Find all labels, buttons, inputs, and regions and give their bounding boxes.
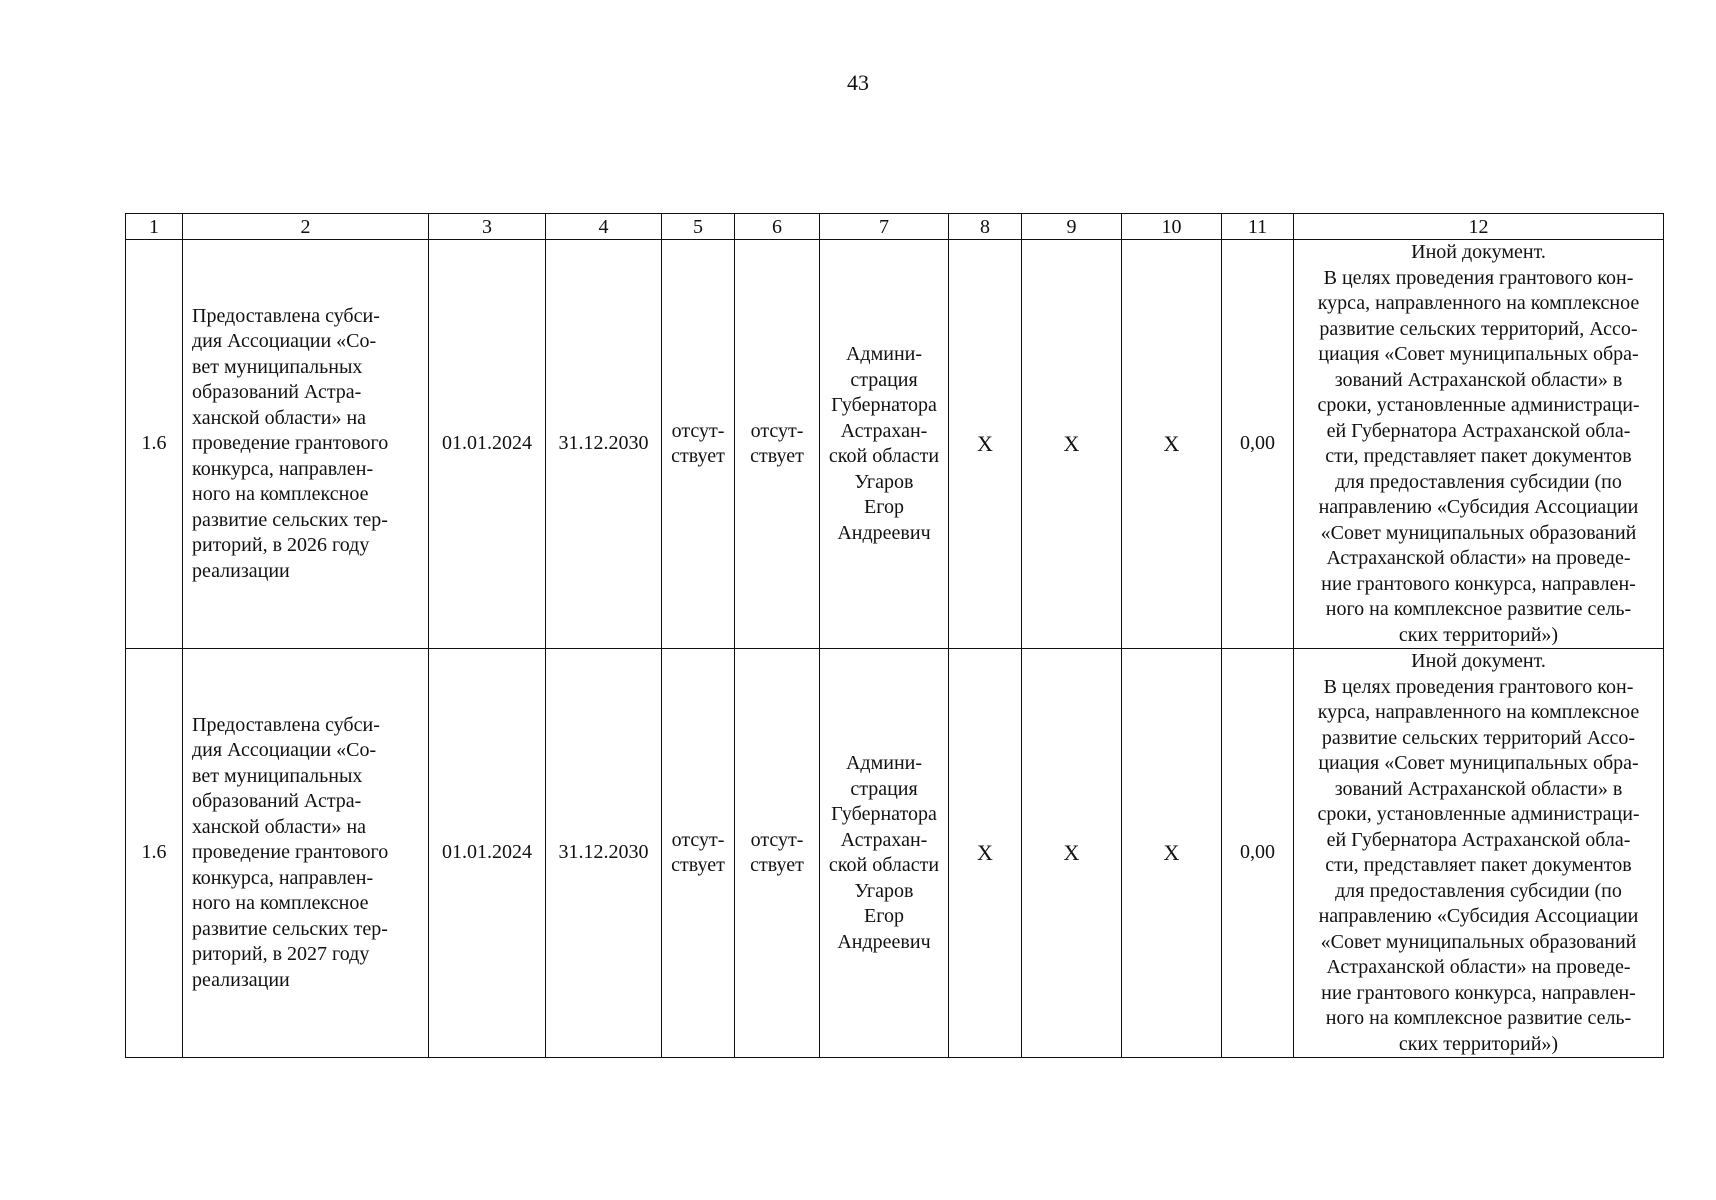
description-cell-line: развитие сельских тер- bbox=[192, 917, 388, 940]
column-5-cell bbox=[662, 649, 735, 1058]
executor-cell-line: Андреевич bbox=[837, 930, 931, 953]
document-cell-line: В целях проведения грантового кон- bbox=[1323, 266, 1634, 289]
column-header: 3 bbox=[429, 214, 546, 240]
document-cell-line: сти, представляет пакет документов bbox=[1325, 854, 1632, 876]
column-10-cell bbox=[1122, 649, 1222, 1058]
document-cell-line: курса, направленного на комплексное bbox=[1317, 292, 1640, 314]
description-cell-line: конкурса, направлен- bbox=[192, 457, 374, 480]
document-cell-line: зований Астраханской области» в bbox=[1334, 777, 1623, 800]
description-cell-line: ханской области» на bbox=[192, 406, 367, 429]
start-date-cell-text: 01.01.2024 bbox=[442, 841, 532, 864]
description-cell-line: ханской области» на bbox=[192, 815, 367, 838]
description-cell-line: Предоставлена субси- bbox=[192, 713, 380, 736]
executor-cell-line: Админи- bbox=[845, 752, 923, 774]
executor-cell-line: Андреевич bbox=[837, 521, 931, 544]
amount-cell-text: 0,00 bbox=[1240, 432, 1275, 455]
table-row bbox=[126, 240, 1664, 649]
executor-cell-line: Губернатора bbox=[831, 394, 937, 416]
description-cell bbox=[183, 649, 429, 1058]
document-cell-line: Иной документ. bbox=[1411, 241, 1546, 263]
description-cell-line: развитие сельских тер- bbox=[192, 508, 388, 531]
document-cell bbox=[1294, 240, 1664, 649]
end-date-cell bbox=[546, 649, 662, 1058]
end-date-cell-text: 31.12.2030 bbox=[558, 432, 649, 455]
measures-table bbox=[125, 213, 1664, 1058]
document-cell-line: Астраханской области» на проведе- bbox=[1326, 956, 1631, 978]
executor-cell-line: Угаров bbox=[854, 470, 914, 493]
description-cell-line: ного на комплексное bbox=[192, 483, 369, 506]
executor-cell bbox=[820, 240, 949, 649]
column-header: 4 bbox=[546, 214, 662, 240]
column-10-cell-text: Х bbox=[1163, 431, 1180, 457]
description-cell-line: реализации bbox=[192, 968, 290, 991]
column-9-cell-text: Х bbox=[1063, 431, 1080, 457]
document-cell-line: «Совет муниципальных образований bbox=[1320, 521, 1637, 544]
executor-cell-line: Админи- bbox=[845, 343, 923, 365]
column-header: 8 bbox=[949, 214, 1022, 240]
executor-cell-line: страция bbox=[850, 777, 918, 800]
column-9-cell bbox=[1022, 240, 1122, 649]
description-cell-line: ного на комплексное bbox=[192, 892, 369, 915]
document-cell-line: направлению «Субсидия Ассоциации bbox=[1318, 905, 1639, 927]
column-5-cell-line: отсут- bbox=[671, 419, 725, 442]
column-5-cell-line: отсут- bbox=[671, 828, 725, 851]
description-cell-line: Предоставлена субси- bbox=[192, 304, 380, 327]
column-8-cell bbox=[949, 240, 1022, 649]
column-8-cell-text: Х bbox=[977, 840, 993, 866]
executor-cell-line: Астрахан- bbox=[840, 828, 928, 851]
table-body bbox=[126, 240, 1664, 1058]
column-6-cell bbox=[735, 240, 820, 649]
column-10-cell bbox=[1122, 240, 1222, 649]
executor-cell-line: Егор bbox=[864, 496, 904, 518]
start-date-cell bbox=[429, 240, 546, 649]
document-cell-line: зований Астраханской области» в bbox=[1334, 368, 1623, 391]
column-10-cell-text: Х bbox=[1163, 840, 1180, 866]
page-number: 43 bbox=[847, 70, 869, 95]
column-6-cell-line: ствует bbox=[750, 854, 804, 876]
amount-cell bbox=[1222, 649, 1294, 1058]
document-cell-line: циация «Совет муниципальных обра- bbox=[1318, 343, 1639, 365]
amount-cell bbox=[1222, 240, 1294, 649]
column-8-cell-text: Х bbox=[977, 431, 993, 457]
document-cell-line: ей Губернатора Астраханской обла- bbox=[1326, 828, 1631, 851]
column-6-cell-line: ствует bbox=[750, 445, 804, 467]
document-cell-line: ного на комплексное развитие сель- bbox=[1325, 1007, 1632, 1029]
start-date-cell-text: 01.01.2024 bbox=[442, 432, 532, 455]
document-cell-line: для предоставления субсидии (по bbox=[1335, 470, 1622, 493]
column-6-cell-line: отсут- bbox=[750, 828, 804, 851]
document-cell-line: развитие сельских территорий Ассо- bbox=[1321, 726, 1636, 749]
column-header: 1 bbox=[126, 214, 183, 240]
column-header: 11 bbox=[1222, 214, 1294, 240]
row-number-cell bbox=[126, 240, 183, 649]
column-5-cell bbox=[662, 240, 735, 649]
executor-cell-line: Егор bbox=[864, 905, 904, 927]
executor-cell bbox=[820, 649, 949, 1058]
document-cell-line: «Совет муниципальных образований bbox=[1320, 930, 1637, 953]
description-cell-line: конкурса, направлен- bbox=[192, 866, 374, 889]
header-row bbox=[126, 214, 1664, 240]
executor-cell-line: Астрахан- bbox=[840, 419, 928, 442]
document-cell-line: курса, направленного на комплексное bbox=[1317, 701, 1640, 723]
column-8-cell bbox=[949, 649, 1022, 1058]
column-header: 2 bbox=[183, 214, 429, 240]
description-cell-line: риторий, в 2027 году bbox=[192, 943, 370, 966]
executor-cell-line: Губернатора bbox=[831, 803, 937, 825]
description-cell-line: образований Астра- bbox=[192, 381, 362, 404]
document-cell-line: ей Губернатора Астраханской обла- bbox=[1326, 419, 1631, 442]
table-row bbox=[126, 649, 1664, 1058]
document-cell-line: ние грантового конкурса, направлен- bbox=[1321, 981, 1636, 1004]
column-5-cell-line: ствует bbox=[671, 445, 725, 467]
column-9-cell bbox=[1022, 649, 1122, 1058]
description-cell-line: вет муниципальных bbox=[192, 764, 363, 787]
description-cell-line: дия Ассоциации «Со- bbox=[192, 330, 377, 353]
document-cell-line: развитие сельских территорий, Ассо- bbox=[1319, 317, 1638, 340]
column-6-cell-line: отсут- bbox=[750, 419, 804, 442]
row-number-cell bbox=[126, 649, 183, 1058]
document-cell-line: для предоставления субсидии (по bbox=[1335, 879, 1622, 902]
document-cell-line: сроки, установленные администраци- bbox=[1317, 394, 1640, 416]
description-cell-line: риторий, в 2026 году bbox=[192, 534, 370, 557]
end-date-cell-text: 31.12.2030 bbox=[558, 841, 649, 864]
column-header: 6 bbox=[735, 214, 820, 240]
document-cell-line: ние грантового конкурса, направлен- bbox=[1321, 572, 1636, 595]
end-date-cell bbox=[546, 240, 662, 649]
document-cell-line: направлению «Субсидия Ассоциации bbox=[1318, 496, 1639, 518]
executor-cell-line: страция bbox=[850, 368, 918, 391]
description-cell bbox=[183, 240, 429, 649]
description-cell-line: образований Астра- bbox=[192, 790, 362, 813]
column-9-cell-text: Х bbox=[1063, 840, 1080, 866]
description-cell-line: дия Ассоциации «Со- bbox=[192, 739, 377, 762]
start-date-cell bbox=[429, 649, 546, 1058]
document-cell-line: ских территорий») bbox=[1398, 623, 1559, 646]
column-header: 10 bbox=[1122, 214, 1222, 240]
document-cell-line: В целях проведения грантового кон- bbox=[1323, 675, 1634, 698]
row-number-cell-text: 1.6 bbox=[141, 432, 167, 455]
column-5-cell-line: ствует bbox=[671, 854, 725, 876]
amount-cell-text: 0,00 bbox=[1240, 841, 1275, 864]
executor-cell-line: ской области bbox=[828, 445, 940, 467]
document-cell-line: Астраханской области» на проведе- bbox=[1326, 547, 1631, 569]
document-cell-line: сроки, установленные администраци- bbox=[1317, 803, 1640, 825]
document-cell-line: сти, представляет пакет документов bbox=[1325, 445, 1632, 467]
column-6-cell bbox=[735, 649, 820, 1058]
executor-cell-line: Угаров bbox=[854, 879, 914, 902]
description-cell-line: реализации bbox=[192, 559, 290, 582]
document-cell-line: ного на комплексное развитие сель- bbox=[1325, 598, 1632, 620]
description-cell-line: проведение грантового bbox=[192, 841, 389, 864]
column-header: 7 bbox=[820, 214, 949, 240]
description-cell-line: проведение грантового bbox=[192, 432, 389, 455]
row-number-cell-text: 1.6 bbox=[141, 841, 167, 864]
document-cell-line: циация «Совет муниципальных обра- bbox=[1318, 752, 1639, 774]
document-cell-line: ских территорий») bbox=[1398, 1032, 1559, 1055]
column-header: 9 bbox=[1022, 214, 1122, 240]
column-header: 12 bbox=[1294, 214, 1664, 240]
description-cell-line: вет муниципальных bbox=[192, 355, 363, 378]
document-cell bbox=[1294, 649, 1664, 1058]
executor-cell-line: ской области bbox=[828, 854, 940, 876]
column-header: 5 bbox=[662, 214, 735, 240]
document-cell-line: Иной документ. bbox=[1411, 650, 1546, 672]
